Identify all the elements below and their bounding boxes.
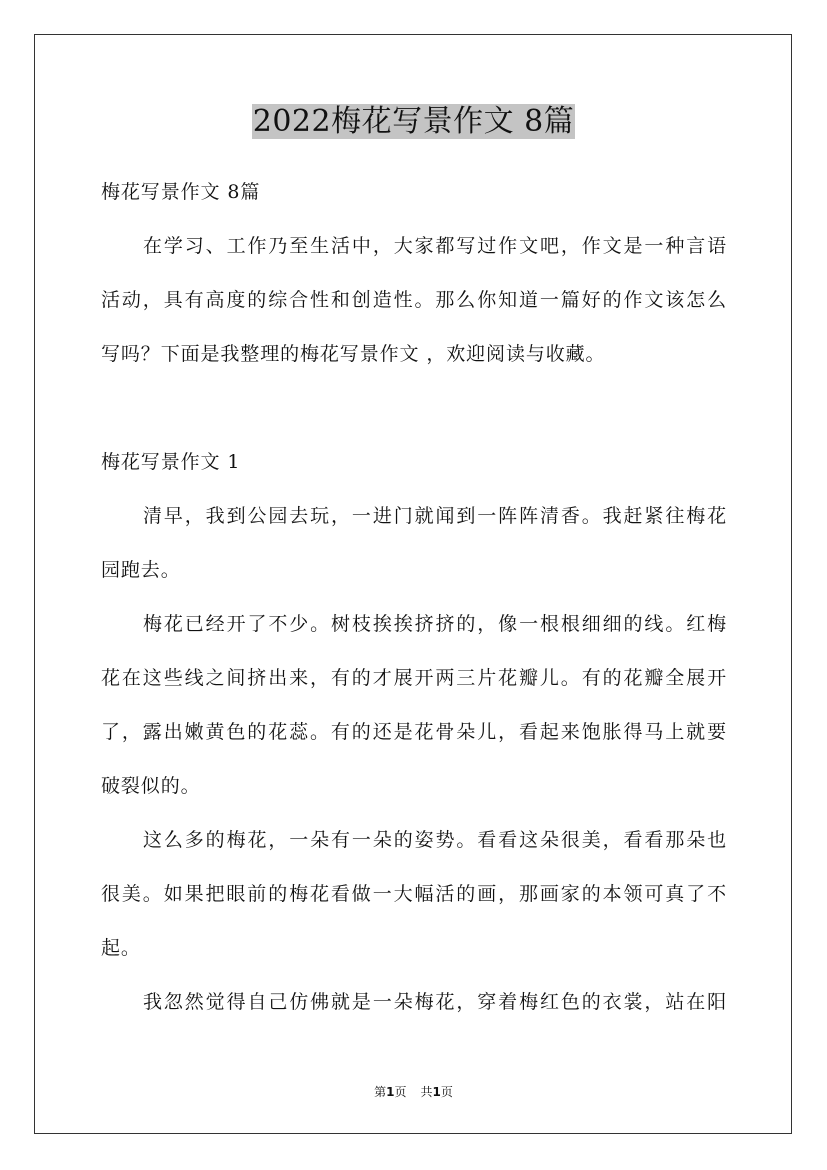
- section-heading: 梅花写景作文 1: [101, 451, 241, 473]
- paragraph-line: 清早，我到公园去玩，一进门就闻到一阵阵清香。我赶紧往梅花: [143, 505, 727, 527]
- total-prefix: 共: [420, 1085, 433, 1099]
- paragraph-line: 破裂似的。: [101, 775, 201, 797]
- page-footer: [0, 1083, 827, 1101]
- paragraph-line: 起。: [101, 937, 141, 959]
- paragraph-line: 这么多的梅花，一朵有一朵的姿势。看看这朵很美，看看那朵也: [143, 829, 727, 851]
- page-total: 1: [432, 1085, 441, 1099]
- page-unit: 页: [394, 1085, 407, 1099]
- paragraph-line: 写吗？下面是我整理的梅花写景作文 ，欢迎阅读与收藏。: [101, 343, 606, 365]
- paragraph-line: 在学习、工作乃至生活中，大家都写过作文吧，作文是一种言语: [143, 235, 727, 257]
- subtitle-line: 梅花写景作文 8篇: [101, 181, 261, 203]
- paragraph-line: 梅花已经开了不少。树枝挨挨挤挤的，像一根根细细的线。红梅: [143, 613, 727, 635]
- total-unit: 页: [440, 1085, 453, 1099]
- paragraph-line: 园跑去。: [101, 559, 181, 581]
- paragraph-line: 很美。如果把眼前的梅花看做一大幅活的画，那画家的本领可真了不: [101, 883, 727, 905]
- paragraph-line: 我忽然觉得自己仿佛就是一朵梅花，穿着梅红色的衣裳，站在阳: [143, 991, 727, 1013]
- document-title-text: 2022梅花写景作文 8篇: [252, 104, 575, 139]
- paragraph-line: 花在这些线之间挤出来，有的才展开两三片花瓣儿。有的花瓣全展开: [101, 667, 727, 689]
- paragraph-spacer: [101, 386, 727, 440]
- page-prefix: 第: [374, 1085, 387, 1099]
- document-title: [0, 100, 827, 144]
- paragraph-line: 活动，具有高度的综合性和创造性。那么你知道一篇好的作文该怎么: [101, 289, 727, 311]
- document-body: [101, 170, 727, 1034]
- paragraph-line: 了，露出嫩黄色的花蕊。有的还是花骨朵儿，看起来饱胀得马上就要: [101, 721, 727, 743]
- page-current: 1: [386, 1085, 395, 1099]
